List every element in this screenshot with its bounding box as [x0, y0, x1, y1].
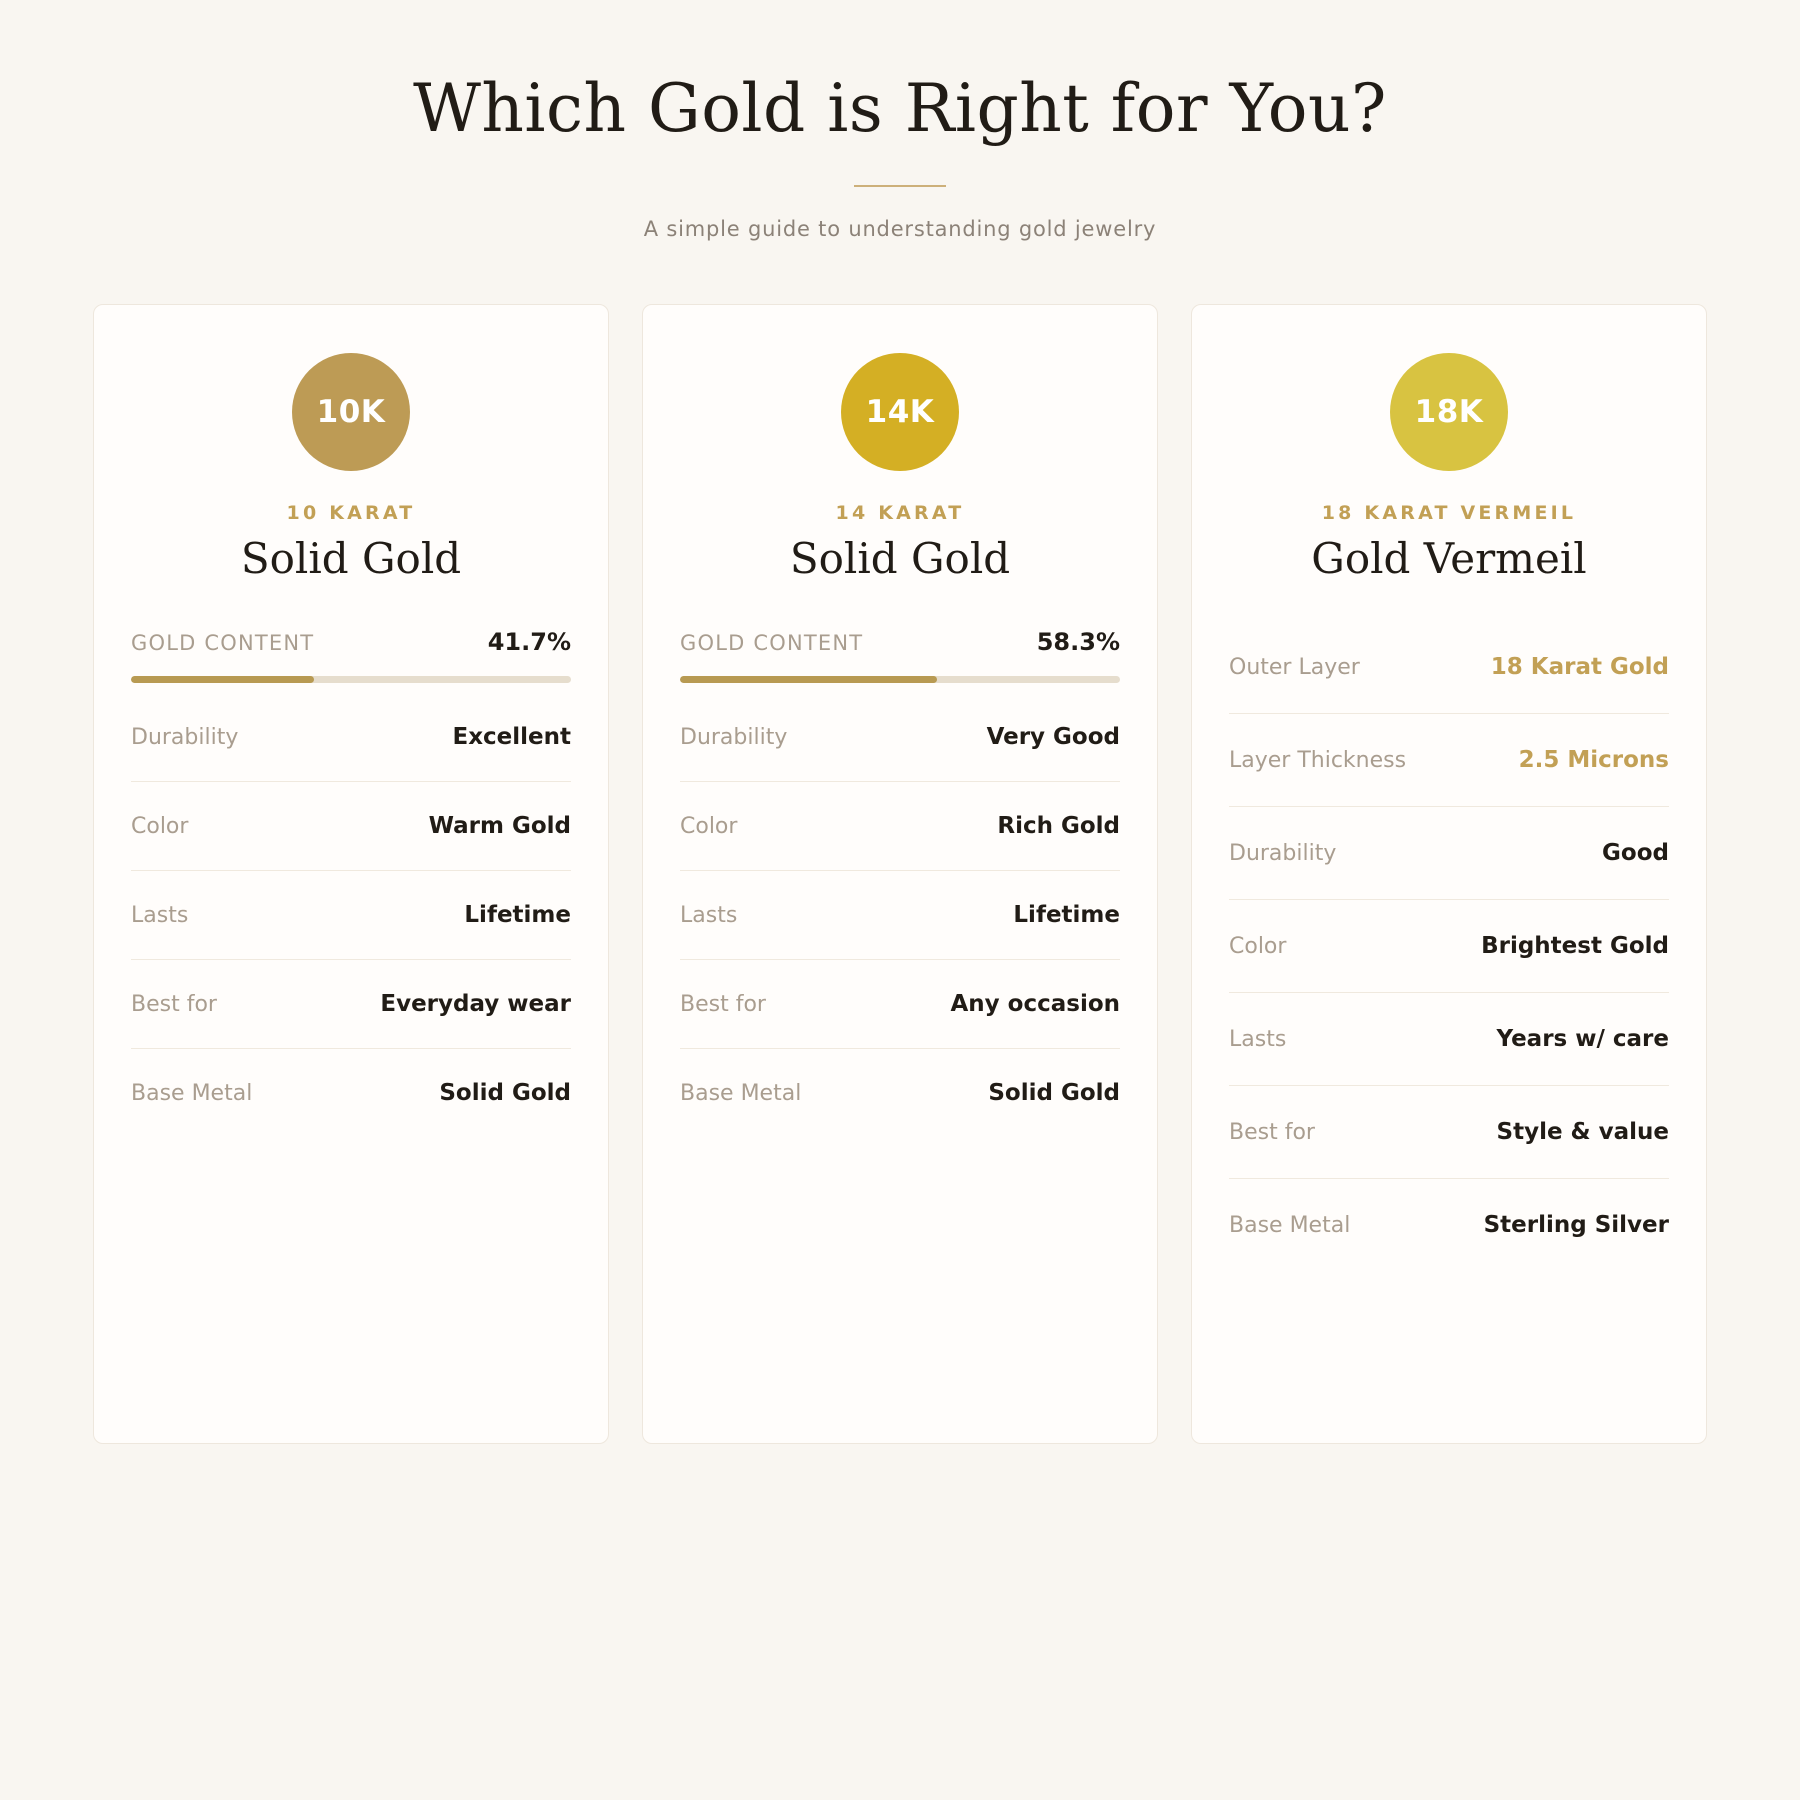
gold-content-bar-track: [131, 676, 571, 683]
spec-row: [1229, 993, 1669, 1086]
spec-row: [680, 693, 1120, 782]
spec-row: [131, 782, 571, 871]
spec-label: Lasts: [131, 903, 189, 928]
spec-value: Style & value: [1496, 1119, 1669, 1145]
spec-label: Base Metal: [1229, 1213, 1351, 1238]
karat-badge-label: 14K: [865, 394, 935, 430]
spec-value: Solid Gold: [439, 1080, 571, 1106]
page-header: [0, 0, 1800, 241]
spec-list-10k: [131, 693, 571, 1137]
karat-badge-label: 10K: [316, 394, 386, 430]
spec-label: Outer Layer: [1229, 655, 1360, 680]
spec-row: [131, 693, 571, 782]
header-divider: [854, 185, 946, 187]
spec-value: Everyday wear: [380, 991, 571, 1017]
gold-content-value: 58.3%: [1036, 628, 1120, 656]
karat-subtitle: 18 KARAT VERMEIL: [1321, 502, 1577, 524]
card-title: Gold Vermeil: [1311, 534, 1587, 583]
spec-label: Best for: [131, 992, 217, 1017]
spec-list-14k: [680, 693, 1120, 1137]
spec-value: Lifetime: [1013, 902, 1120, 928]
spec-row: [131, 871, 571, 960]
karat-subtitle: 14 KARAT: [835, 502, 965, 524]
card-title: Solid Gold: [789, 534, 1011, 583]
spec-value: Solid Gold: [988, 1080, 1120, 1106]
spec-row: [1229, 807, 1669, 900]
spec-row: [680, 1049, 1120, 1137]
spec-label: Base Metal: [680, 1081, 802, 1106]
spec-value: Brightest Gold: [1481, 933, 1669, 959]
spec-row: [680, 960, 1120, 1049]
spec-value: Excellent: [452, 724, 571, 750]
spec-label: Color: [131, 814, 189, 839]
spec-label: Lasts: [680, 903, 738, 928]
card-title: Solid Gold: [240, 534, 462, 583]
gold-content-value: 41.7%: [487, 628, 571, 656]
spec-row: [1229, 1179, 1669, 1271]
spec-label: Durability: [680, 725, 788, 750]
gold-content-label: GOLD CONTENT: [131, 631, 315, 655]
karat-badge-18k: [1390, 353, 1508, 471]
gold-card-14k[interactable]: [642, 304, 1158, 1444]
spec-label: Durability: [131, 725, 239, 750]
gold-card-10k[interactable]: [93, 304, 609, 1444]
spec-list-18k: [1229, 621, 1669, 1271]
spec-value: Rich Gold: [997, 813, 1120, 839]
spec-value: 18 Karat Gold: [1490, 654, 1669, 680]
spec-value: Very Good: [986, 724, 1120, 750]
gold-content-label: GOLD CONTENT: [680, 631, 864, 655]
spec-label: Color: [680, 814, 738, 839]
page-subtitle: A simple guide to understanding gold jewelry: [643, 217, 1157, 241]
gold-content-block: [131, 628, 571, 683]
spec-label: Best for: [1229, 1120, 1315, 1145]
gold-content-block: [680, 628, 1120, 683]
spec-value: Lifetime: [464, 902, 571, 928]
spec-label: Best for: [680, 992, 766, 1017]
spec-value: Sterling Silver: [1483, 1212, 1669, 1238]
spec-label: Base Metal: [131, 1081, 253, 1106]
spec-value: Good: [1602, 840, 1669, 866]
spec-value: 2.5 Microns: [1518, 747, 1669, 773]
karat-badge-label: 18K: [1414, 394, 1484, 430]
spec-row: [131, 960, 571, 1049]
gold-content-bar-fill: [131, 676, 314, 683]
spec-row: [680, 871, 1120, 960]
spec-row: [680, 782, 1120, 871]
spec-value: Years w/ care: [1496, 1026, 1669, 1052]
spec-row: [1229, 900, 1669, 993]
spec-value: Warm Gold: [428, 813, 571, 839]
karat-badge-14k: [841, 353, 959, 471]
spec-label: Durability: [1229, 841, 1337, 866]
spec-label: Lasts: [1229, 1027, 1287, 1052]
spec-row: [1229, 1086, 1669, 1179]
page-title: Which Gold is Right for You?: [413, 70, 1387, 147]
gold-card-18k-vermeil[interactable]: [1191, 304, 1707, 1444]
spec-row: [1229, 714, 1669, 807]
karat-badge-10k: [292, 353, 410, 471]
gold-content-bar-track: [680, 676, 1120, 683]
spec-row: [1229, 621, 1669, 714]
spec-value: Any occasion: [950, 991, 1120, 1017]
karat-subtitle: 10 KARAT: [286, 502, 416, 524]
spec-label: Layer Thickness: [1229, 748, 1407, 773]
gold-content-bar-fill: [680, 676, 937, 683]
spec-label: Color: [1229, 934, 1287, 959]
spec-row: [131, 1049, 571, 1137]
comparison-cards: [0, 304, 1800, 1444]
